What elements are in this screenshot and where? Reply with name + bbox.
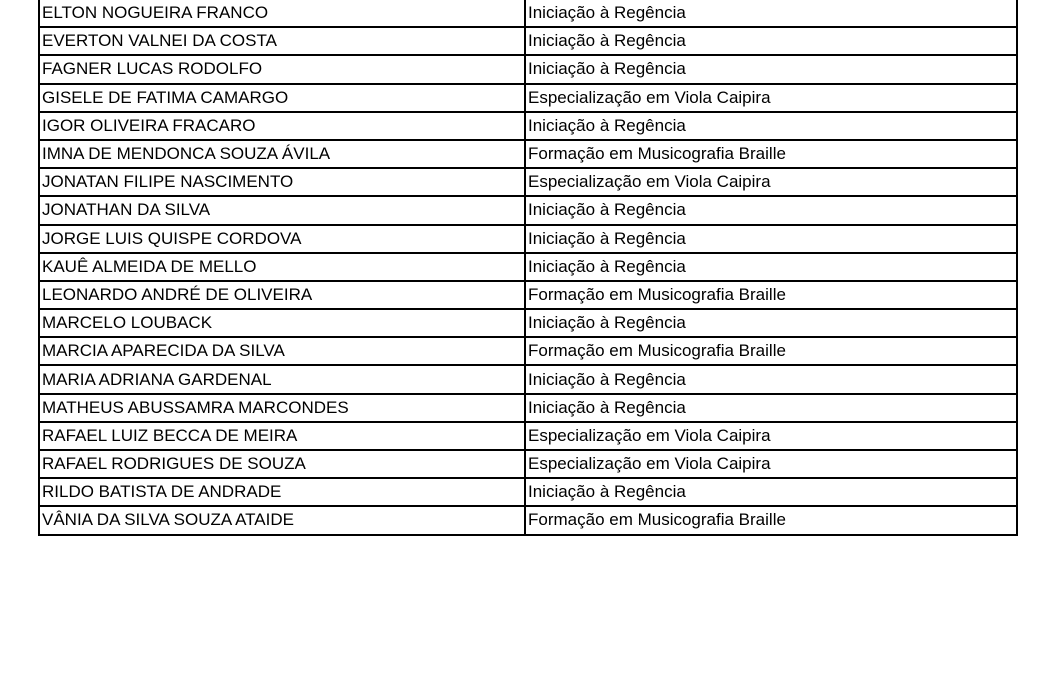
student-name-cell: RAFAEL LUIZ BECCA DE MEIRA <box>39 422 525 450</box>
student-name-cell: ELTON NOGUEIRA FRANCO <box>39 0 525 27</box>
roster-table-body <box>39 0 1017 535</box>
student-name-cell: RILDO BATISTA DE ANDRADE <box>39 478 525 506</box>
course-name-cell: Iniciação à Regência <box>525 0 1017 27</box>
student-name-cell: JONATHAN DA SILVA <box>39 196 525 224</box>
course-name-cell: Formação em Musicografia Braille <box>525 337 1017 365</box>
student-name-cell: VÂNIA DA SILVA SOUZA ATAIDE <box>39 506 525 534</box>
table-row <box>39 394 1017 422</box>
table-row <box>39 168 1017 196</box>
table-row <box>39 225 1017 253</box>
course-name-cell: Iniciação à Regência <box>525 309 1017 337</box>
student-name-cell: MARCELO LOUBACK <box>39 309 525 337</box>
student-name-cell: MATHEUS ABUSSAMRA MARCONDES <box>39 394 525 422</box>
student-name-cell: FAGNER LUCAS RODOLFO <box>39 55 525 83</box>
roster-table <box>38 0 1018 536</box>
course-name-cell: Iniciação à Regência <box>525 253 1017 281</box>
course-name-cell: Especialização em Viola Caipira <box>525 422 1017 450</box>
table-row <box>39 309 1017 337</box>
table-row <box>39 196 1017 224</box>
course-name-cell: Iniciação à Regência <box>525 365 1017 393</box>
course-name-cell: Iniciação à Regência <box>525 225 1017 253</box>
table-row <box>39 112 1017 140</box>
table-row <box>39 478 1017 506</box>
table-row <box>39 506 1017 534</box>
table-row <box>39 84 1017 112</box>
course-name-cell: Formação em Musicografia Braille <box>525 281 1017 309</box>
table-row <box>39 140 1017 168</box>
course-name-cell: Iniciação à Regência <box>525 394 1017 422</box>
table-row <box>39 450 1017 478</box>
table-row <box>39 422 1017 450</box>
course-name-cell: Formação em Musicografia Braille <box>525 506 1017 534</box>
student-name-cell: MARCIA APARECIDA DA SILVA <box>39 337 525 365</box>
table-row <box>39 55 1017 83</box>
table-row <box>39 253 1017 281</box>
table-row <box>39 337 1017 365</box>
table-row <box>39 365 1017 393</box>
table-row <box>39 281 1017 309</box>
student-name-cell: JORGE LUIS QUISPE CORDOVA <box>39 225 525 253</box>
course-name-cell: Especialização em Viola Caipira <box>525 84 1017 112</box>
course-name-cell: Especialização em Viola Caipira <box>525 168 1017 196</box>
course-name-cell: Iniciação à Regência <box>525 478 1017 506</box>
student-name-cell: RAFAEL RODRIGUES DE SOUZA <box>39 450 525 478</box>
course-name-cell: Iniciação à Regência <box>525 196 1017 224</box>
student-name-cell: IMNA DE MENDONCA SOUZA ÁVILA <box>39 140 525 168</box>
course-name-cell: Iniciação à Regência <box>525 112 1017 140</box>
student-name-cell: KAUÊ ALMEIDA DE MELLO <box>39 253 525 281</box>
roster-sheet <box>38 0 1016 536</box>
student-name-cell: IGOR OLIVEIRA FRACARO <box>39 112 525 140</box>
course-name-cell: Formação em Musicografia Braille <box>525 140 1017 168</box>
course-name-cell: Especialização em Viola Caipira <box>525 450 1017 478</box>
table-row <box>39 0 1017 27</box>
table-row <box>39 27 1017 55</box>
course-name-cell: Iniciação à Regência <box>525 27 1017 55</box>
student-name-cell: GISELE DE FATIMA CAMARGO <box>39 84 525 112</box>
student-name-cell: MARIA ADRIANA GARDENAL <box>39 365 525 393</box>
student-name-cell: LEONARDO ANDRÉ DE OLIVEIRA <box>39 281 525 309</box>
course-name-cell: Iniciação à Regência <box>525 55 1017 83</box>
student-name-cell: JONATAN FILIPE NASCIMENTO <box>39 168 525 196</box>
student-name-cell: EVERTON VALNEI DA COSTA <box>39 27 525 55</box>
